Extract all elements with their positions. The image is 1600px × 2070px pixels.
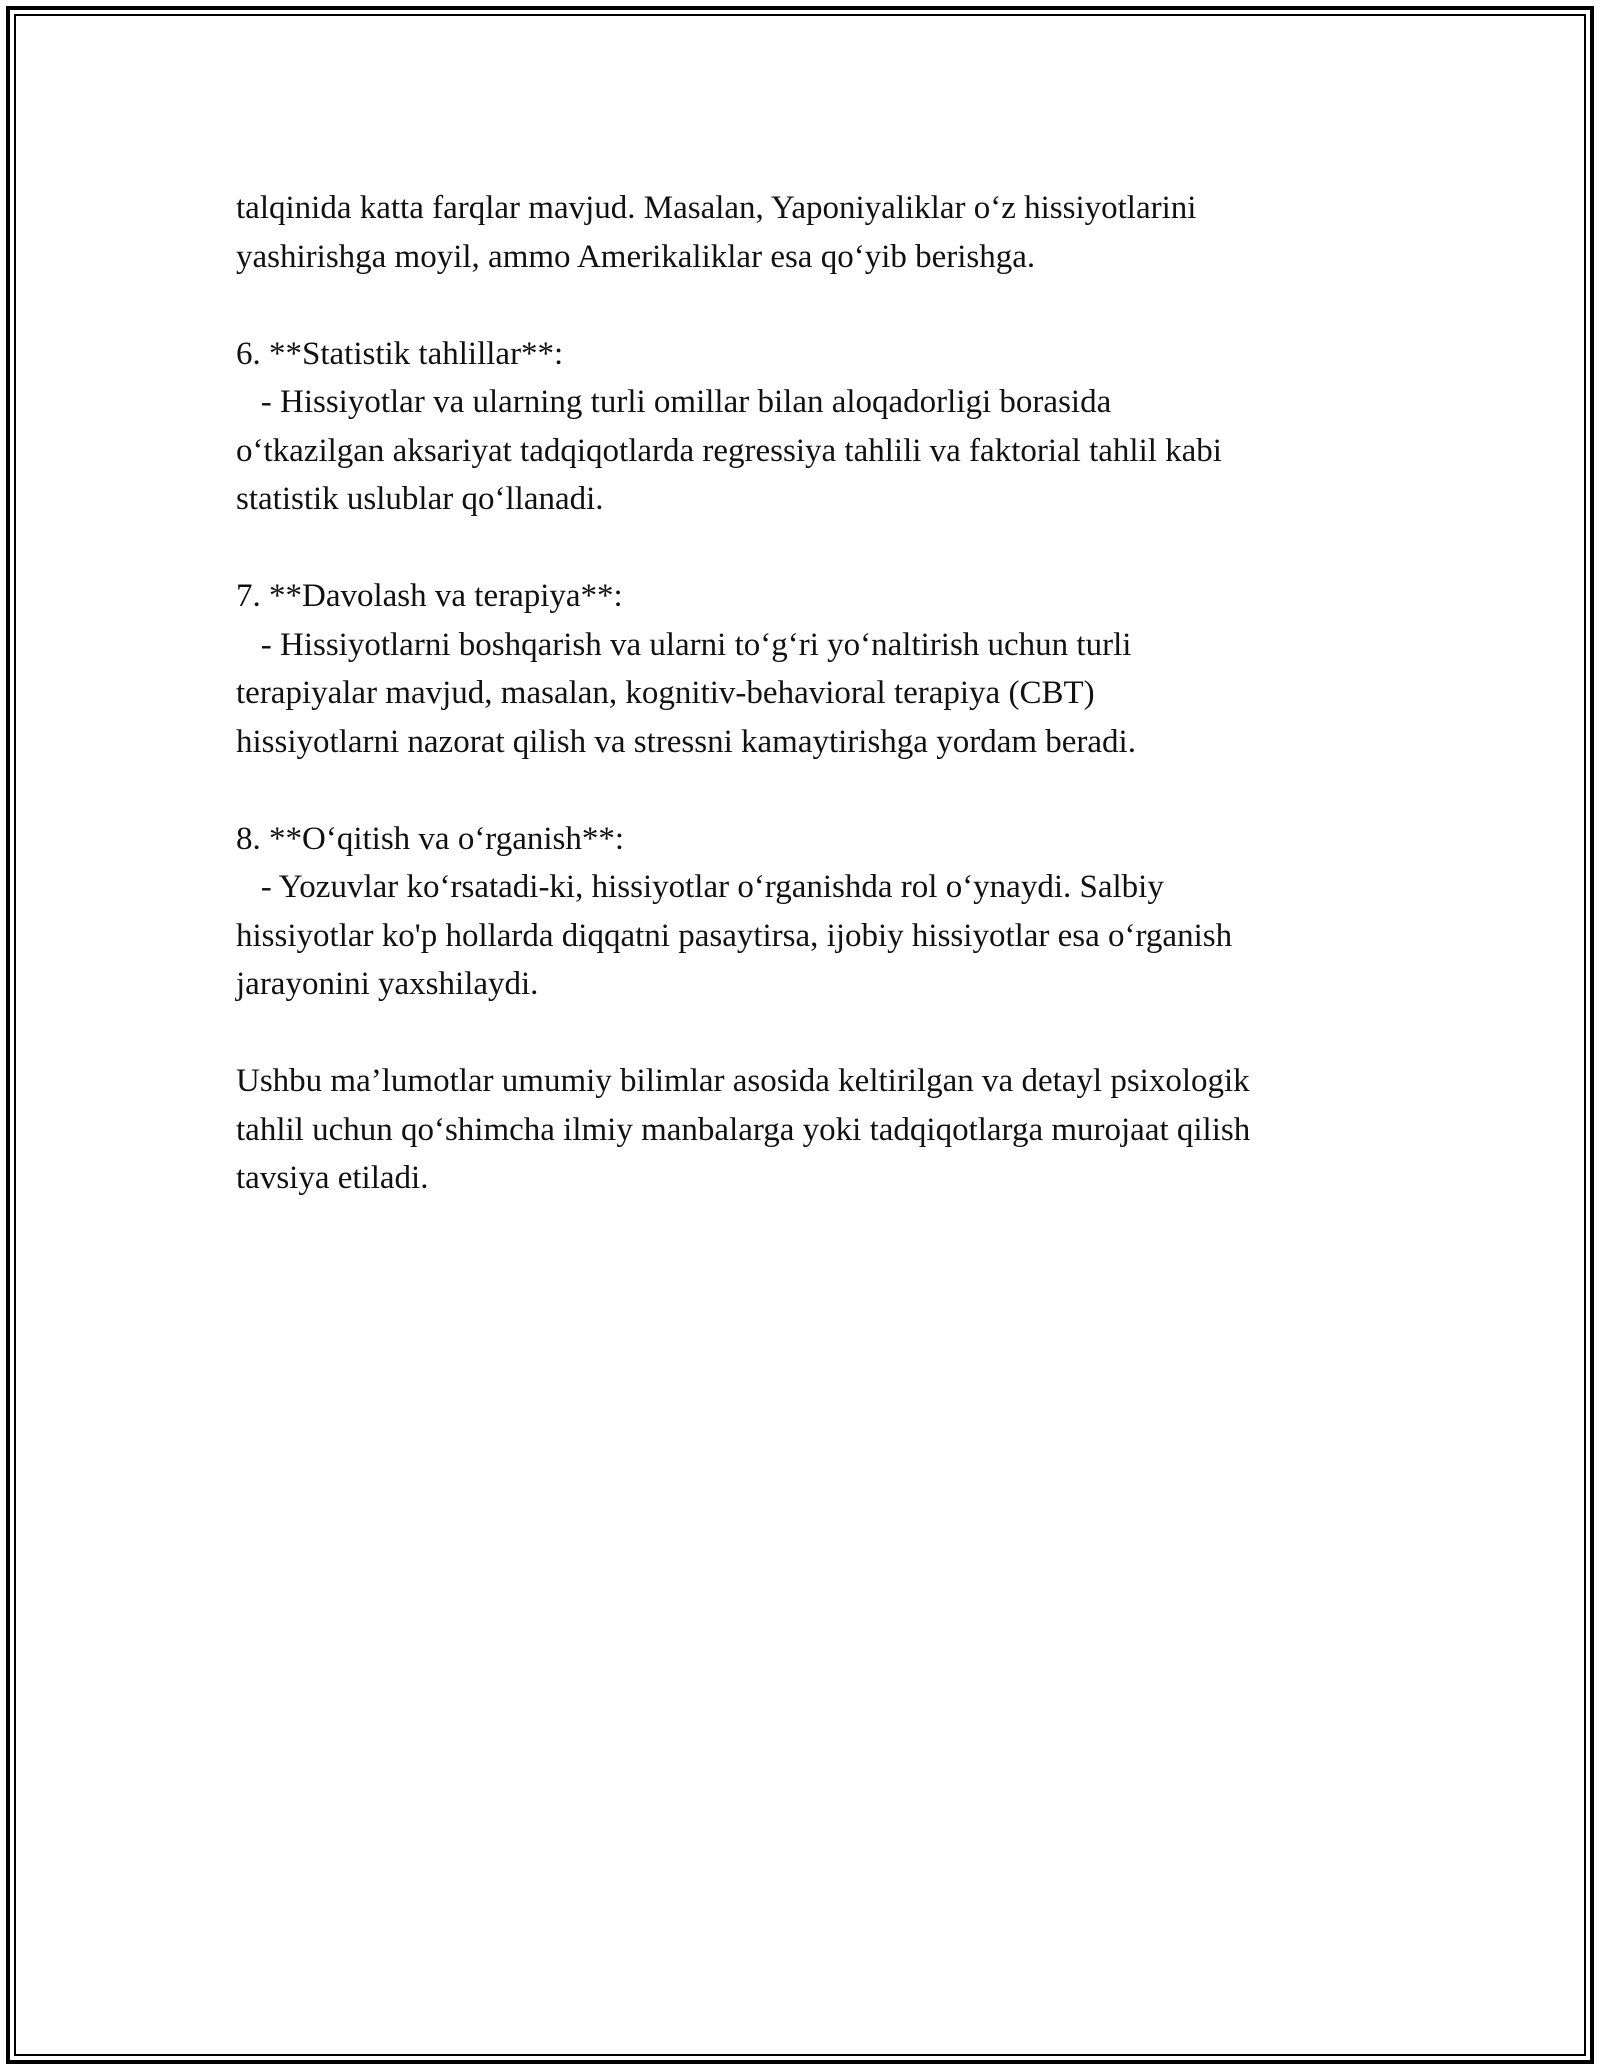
- text-line: statistik uslublar qo‘llanadi.: [236, 481, 604, 517]
- text-line: tavsiya etiladi.: [236, 1160, 429, 1196]
- document-body: [236, 184, 1396, 1251]
- list-item-learning: [236, 815, 1396, 1009]
- text-line: o‘tkazilgan aksariyat tadqiqotlarda regressiya tahlili va faktorial tahlil kabi: [236, 432, 1222, 469]
- list-item-heading: 8. **O‘qitish va o‘rganish**:: [236, 820, 625, 857]
- closing-paragraph: [236, 1057, 1396, 1203]
- text-line: hissiyotlarni nazorat qilish va stressni kamaytirishga yordam beradi.: [236, 723, 1136, 760]
- text-line: Ushbu ma’lumotlar umumiy bilimlar asosida keltirilgan va detayl psixologik: [236, 1063, 1250, 1099]
- list-item-statistics: [236, 330, 1396, 524]
- text-line: talqinida katta farqlar mavjud. Masalan, Yaponiyaliklar o‘z hissiyotlarini: [236, 190, 1197, 226]
- list-item-therapy: [236, 572, 1396, 766]
- text-line: hissiyotlar ko'p hollarda diqqatni pasaytirsa, ijobiy hissiyotlar esa o‘rganish: [236, 917, 1233, 954]
- list-item-heading: 7. **Davolash va terapiya**:: [236, 578, 623, 614]
- text-line: tahlil uchun qo‘shimcha ilmiy manbalarga yoki tadqiqotlarga murojaat qilish: [236, 1111, 1251, 1148]
- text-line: - Hissiyotlarni boshqarish va ularni to‘g‘ri yo‘naltirish uchun turli: [236, 626, 1132, 663]
- text-line: yashirishga moyil, ammo Amerikaliklar esa qo‘yib berishga.: [236, 238, 1036, 275]
- text-line: - Hissiyotlar va ularning turli omillar bilan aloqadorligi borasida: [236, 384, 1112, 420]
- paragraph-continuation: [236, 184, 1396, 281]
- list-item-heading: 6. **Statistik tahlillar**:: [236, 335, 564, 372]
- text-line: terapiyalar mavjud, masalan, kognitiv-behavioral terapiya (CBT): [236, 675, 1095, 711]
- text-line: jarayonini yaxshilaydi.: [236, 966, 539, 1002]
- text-line: - Yozuvlar ko‘rsatadi-ki, hissiyotlar o‘rganishda rol o‘ynaydi. Salbiy: [236, 869, 1164, 905]
